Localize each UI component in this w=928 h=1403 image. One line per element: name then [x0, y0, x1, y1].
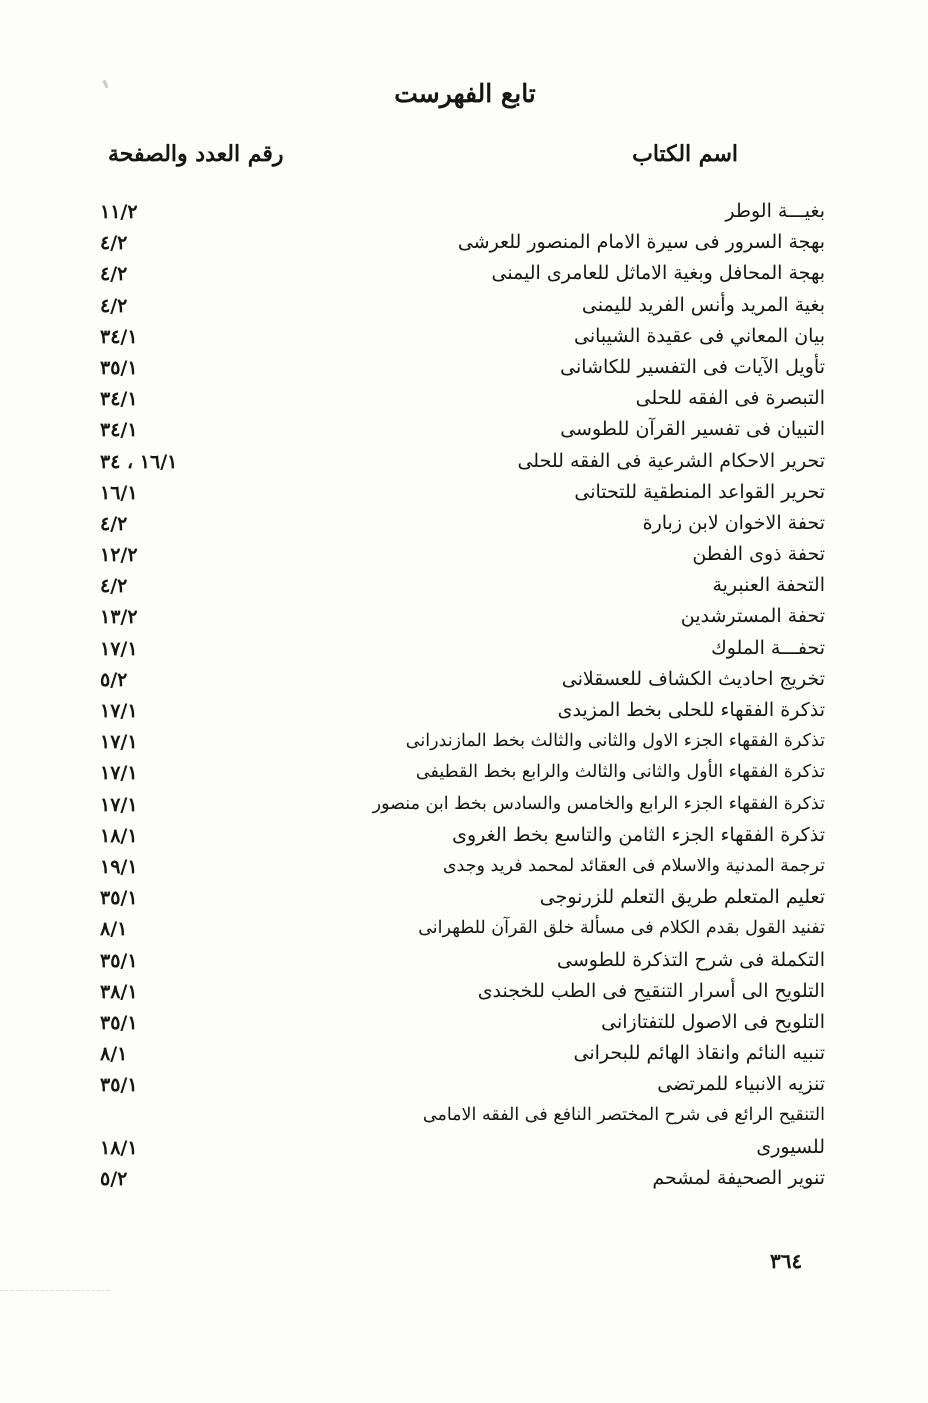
entry-reference: ٣٤/١ [100, 388, 138, 411]
index-entry [100, 1132, 825, 1163]
index-entry [100, 290, 825, 321]
entry-title: التكملة فى شرح التذكرة للطوسى [557, 948, 825, 971]
entry-reference: ٣٤/١ [100, 325, 138, 348]
index-entry-list [100, 196, 825, 1194]
entry-reference: ٣٨/١ [100, 980, 138, 1003]
entry-reference: ١٦/١ [100, 481, 138, 504]
entry-title: بغية المريد وأنس الفريد لليمنى [581, 293, 825, 316]
entry-reference: ١٦/١ ، ٣٤ [100, 450, 178, 473]
entry-title: تخريج احاديث الكشاف للعسقلانى [561, 667, 825, 690]
entry-title: التبصرة فى الفقه للحلى [635, 387, 825, 410]
entry-title: التلويح فى الاصول للتفتازانى [601, 1010, 825, 1033]
index-entry [100, 633, 825, 664]
entry-title: التبيان فى تفسير القرآن للطوسى [560, 418, 825, 441]
entry-reference: ١٧/١ [100, 700, 138, 722]
index-entry [100, 945, 825, 976]
index-entry [100, 258, 825, 289]
index-entry [100, 820, 825, 851]
index-entry [100, 726, 825, 757]
entry-reference: ١٩/١ [100, 855, 138, 878]
entry-title: التلويح الى أسرار التنقيح فى الطب للخجندى [477, 979, 825, 1002]
index-entry [100, 789, 825, 820]
index-entry [100, 601, 825, 632]
entry-reference: ٣٥/١ [100, 1074, 138, 1097]
entry-reference: ١٧/١ [100, 731, 138, 754]
entry-reference: ١٧/١ [100, 762, 138, 785]
entry-title: تذكرة الفقهاء الجزء الثامن والتاسع بخط الغروى [452, 823, 825, 846]
entry-reference: ١٣/٢ [100, 606, 138, 629]
entry-title: بهجة المحافل وبغية الاماثل للعامرى اليمنى [491, 262, 825, 285]
index-entry [100, 851, 825, 882]
index-entry [100, 757, 825, 788]
entry-title: تحفـــة الملوك [711, 636, 825, 659]
column-header-issue-page: رقم العدد والصفحة [108, 141, 284, 167]
entry-reference: ٣٤/١ [100, 419, 138, 442]
entry-title: تنوير الصحيفة لمشحم [652, 1166, 825, 1189]
index-entry [100, 1007, 825, 1038]
entry-title: تحرير الاحكام الشرعية فى الفقه للحلى [517, 449, 825, 472]
entry-reference: ٤/٢ [100, 263, 128, 286]
entry-reference: ٤/٢ [100, 294, 128, 317]
entry-title: تحفة ذوى الفطن [692, 543, 825, 566]
index-entry [100, 227, 825, 258]
entry-title: للسيورى [756, 1135, 825, 1158]
entry-reference: ١٧/١ [100, 637, 138, 660]
entry-title: تحفة الاخوان لابن زبارة [642, 511, 825, 534]
index-entry [100, 913, 825, 944]
entry-reference [100, 1102, 240, 1130]
index-entry [100, 539, 825, 570]
entry-title: تأويل الآيات فى التفسير للكاشانى [560, 355, 825, 378]
entry-title: تعليم المتعلم طريق التعلم للزرنوجى [539, 886, 825, 909]
index-entry [100, 570, 825, 601]
index-entry [100, 976, 825, 1007]
entry-reference: ٣٥/١ [100, 887, 138, 910]
entry-title: تنزيه الانبياء للمرتضى [657, 1073, 825, 1096]
index-entry [100, 1163, 825, 1194]
index-entry [100, 1069, 825, 1100]
entry-title: تنبيه النائم وانقاذ الهائم للبحرانى [573, 1042, 825, 1065]
entry-title: بهجة السرور فى سيرة الامام المنصور للعرشى [457, 231, 825, 254]
index-entry [100, 664, 825, 695]
index-entry [100, 695, 825, 726]
index-entry [100, 196, 825, 227]
entry-reference: ٤/٢ [100, 512, 128, 535]
column-header-book-name: اسم الكتاب [632, 141, 738, 167]
entry-reference: ٣٥/١ [100, 949, 138, 972]
entry-reference: ٤/٢ [100, 232, 128, 255]
entry-title: التحفة العنبرية [712, 574, 825, 597]
entry-title: تذكرة الفقهاء للحلى بخط المزيدى [557, 699, 825, 721]
index-entry [100, 414, 825, 445]
entry-reference: ٨/١ [100, 1043, 128, 1066]
entry-reference: ١٨/١ [100, 1136, 138, 1159]
index-entry [100, 882, 825, 913]
page-title: تابع الفهرست [394, 79, 536, 108]
entry-reference: ١١/٢ [100, 201, 138, 223]
page-number: ٣٦٤ [770, 1249, 803, 1273]
index-entry [100, 477, 825, 508]
entry-reference: ١٧/١ [100, 793, 138, 816]
scan-edge-mark [0, 1290, 110, 1311]
entry-reference: ٥/٢ [100, 668, 128, 691]
entry-reference: ١٢/٢ [100, 544, 138, 567]
entry-title: تحرير القواعد المنطقية للتحتانى [574, 480, 825, 503]
entry-reference: ٨/١ [100, 918, 128, 941]
entry-title: بيان المعاني فى عقيدة الشيبانى [574, 324, 825, 347]
index-entry [100, 1038, 825, 1069]
entry-title: تذكرة الفقهاء الجزء الرابع والخامس والسادس بخط ابن منصور [372, 793, 825, 814]
entry-reference: ٣٥/١ [100, 1011, 138, 1034]
entry-title: ترجمة المدنية والاسلام فى العقائد لمحمد فريد وجدى [442, 855, 825, 876]
index-entry [100, 446, 825, 477]
index-entry [100, 508, 825, 539]
entry-reference: ٤/٢ [100, 575, 128, 598]
index-entry [100, 1100, 825, 1131]
entry-title: تذكرة الفقهاء الجزء الاول والثانى والثالث بخط المازندرانى [405, 731, 825, 752]
entry-title: تحفة المسترشدين [680, 605, 825, 628]
entry-title: تذكرة الفقهاء الأول والثانى والثالث والرابع بخط القطيفى [415, 762, 825, 783]
index-entry [100, 321, 825, 352]
index-entry [100, 383, 825, 414]
entry-title: التنقيح الرائع فى شرح المختصر النافع فى الفقه الامامى [422, 1105, 825, 1126]
entry-reference: ٣٥/١ [100, 356, 138, 379]
entry-reference: ١٨/١ [100, 824, 138, 847]
scan-speck [102, 80, 108, 89]
entry-reference: ٥/٢ [100, 1167, 128, 1190]
entry-title: بغيـــة الوطر [725, 200, 825, 222]
entry-title: تفنيد القول بقدم الكلام فى مسألة خلق القرآن للطهرانى [418, 918, 825, 939]
index-entry [100, 352, 825, 383]
